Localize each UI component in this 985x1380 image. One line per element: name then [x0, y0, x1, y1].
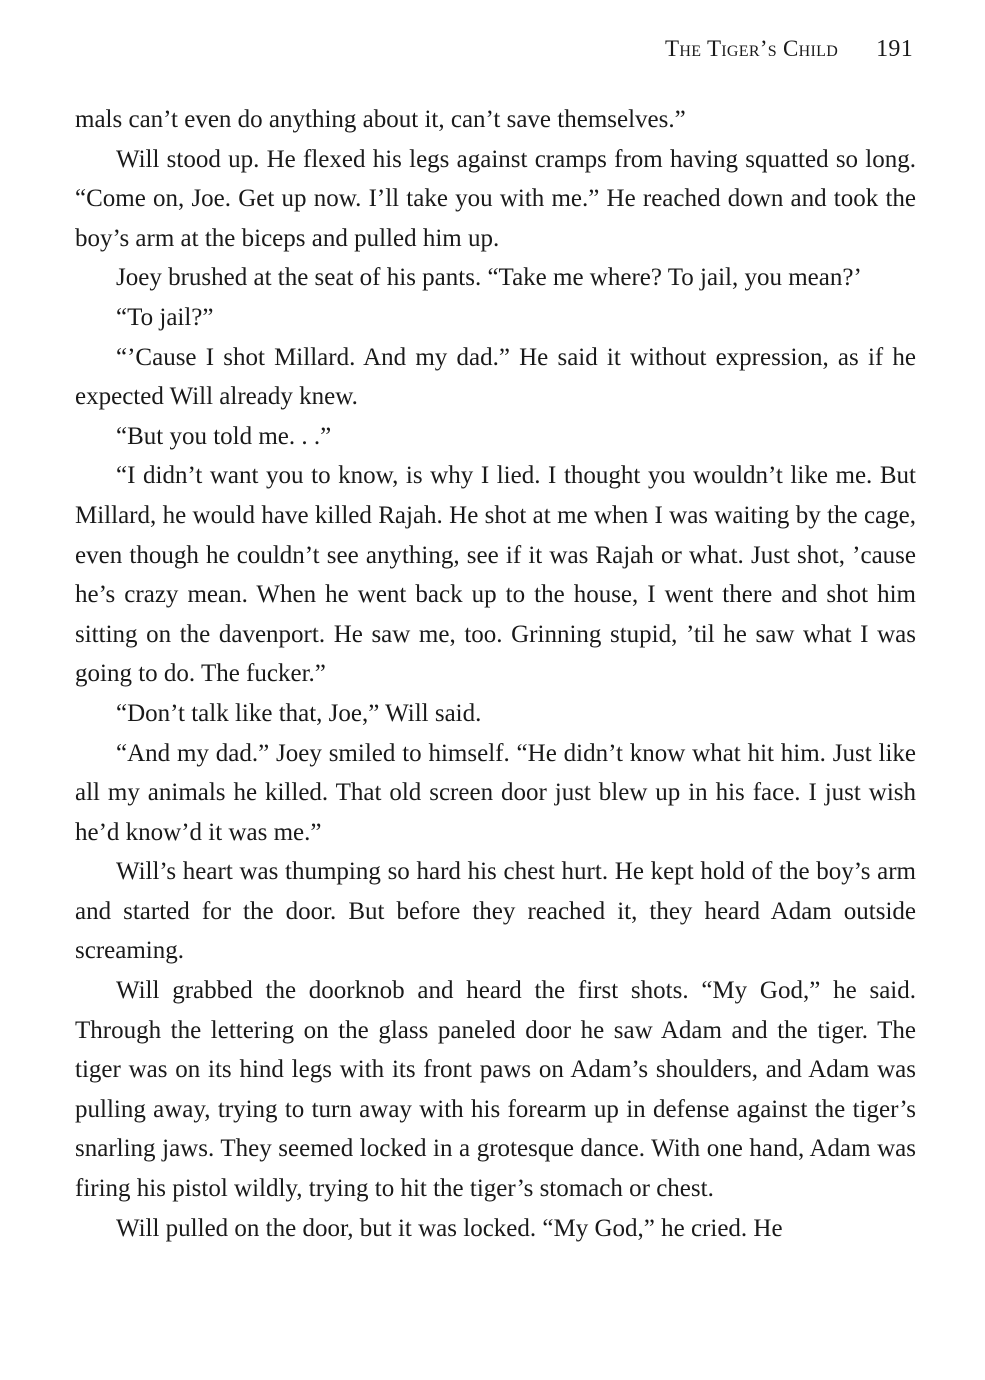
- page-number: 191: [876, 36, 913, 62]
- paragraph: “Don’t talk like that, Joe,” Will said.: [116, 699, 482, 727]
- paragraph: mals can’t even do anything about it, can’t save themselves.”: [75, 106, 686, 133]
- paragraph: “And my dad.” Joey smiled to himself. “He didn’t know what hit him. Just like all my animals he killed. That old screen door just blew up in his face. I just wish he’d know’d it was me.”: [75, 739, 916, 846]
- paragraph: “To jail?”: [116, 303, 214, 331]
- paragraph: “’Cause I shot Millard. And my dad.” He said it without expression, as if he expected Will already knew.: [75, 343, 916, 411]
- paragraph: Will grabbed the doorknob and heard the first shots. “My God,” he said. Through the lettering on the glass paneled door he saw Adam and the tiger. The tiger was on its hind legs with its front paws on Adam’s shoulders, and Adam was pulling away, trying to turn away with his forearm up in defense against the tiger’s snarling jaws. They seemed locked in a grotesque dance. With one hand, Adam was firing his pistol wildly, trying to hit the tiger’s stomach or chest.: [75, 977, 916, 1203]
- paragraph: “But you told me. . .”: [116, 422, 332, 450]
- body-text: [75, 100, 916, 1248]
- running-title: The Tiger’s Child: [665, 36, 839, 61]
- paragraph: Will pulled on the door, but it was locked. “My God,” he cried. He: [116, 1214, 783, 1242]
- running-head: [665, 36, 913, 63]
- paragraph: Will stood up. He flexed his legs against cramps from having squatted so long. “Come on, Joe. Get up now. I’ll take you with me.” He reached down and took the boy’s arm at the biceps and pulled him up.: [75, 145, 916, 252]
- paragraph: Will’s heart was thumping so hard his chest hurt. He kept hold of the boy’s arm and started for the door. But before they reached it, they heard Adam outside screaming.: [75, 858, 916, 965]
- paragraph: Joey brushed at the seat of his pants. “Take me where? To jail, you mean?’: [116, 264, 862, 292]
- paragraph: “I didn’t want you to know, is why I lied. I thought you wouldn’t like me. But Millard, he would have killed Rajah. He shot at me when I was waiting by the cage, even though he couldn’t see anything, see if it was Rajah or what. Just shot, ’cause he’s crazy mean. When he went back up to the house, I went there and shot him sitting on the davenport. He saw me, too. Grinning stupid, ’til he saw what I was going to do. The fucker.”: [75, 462, 916, 688]
